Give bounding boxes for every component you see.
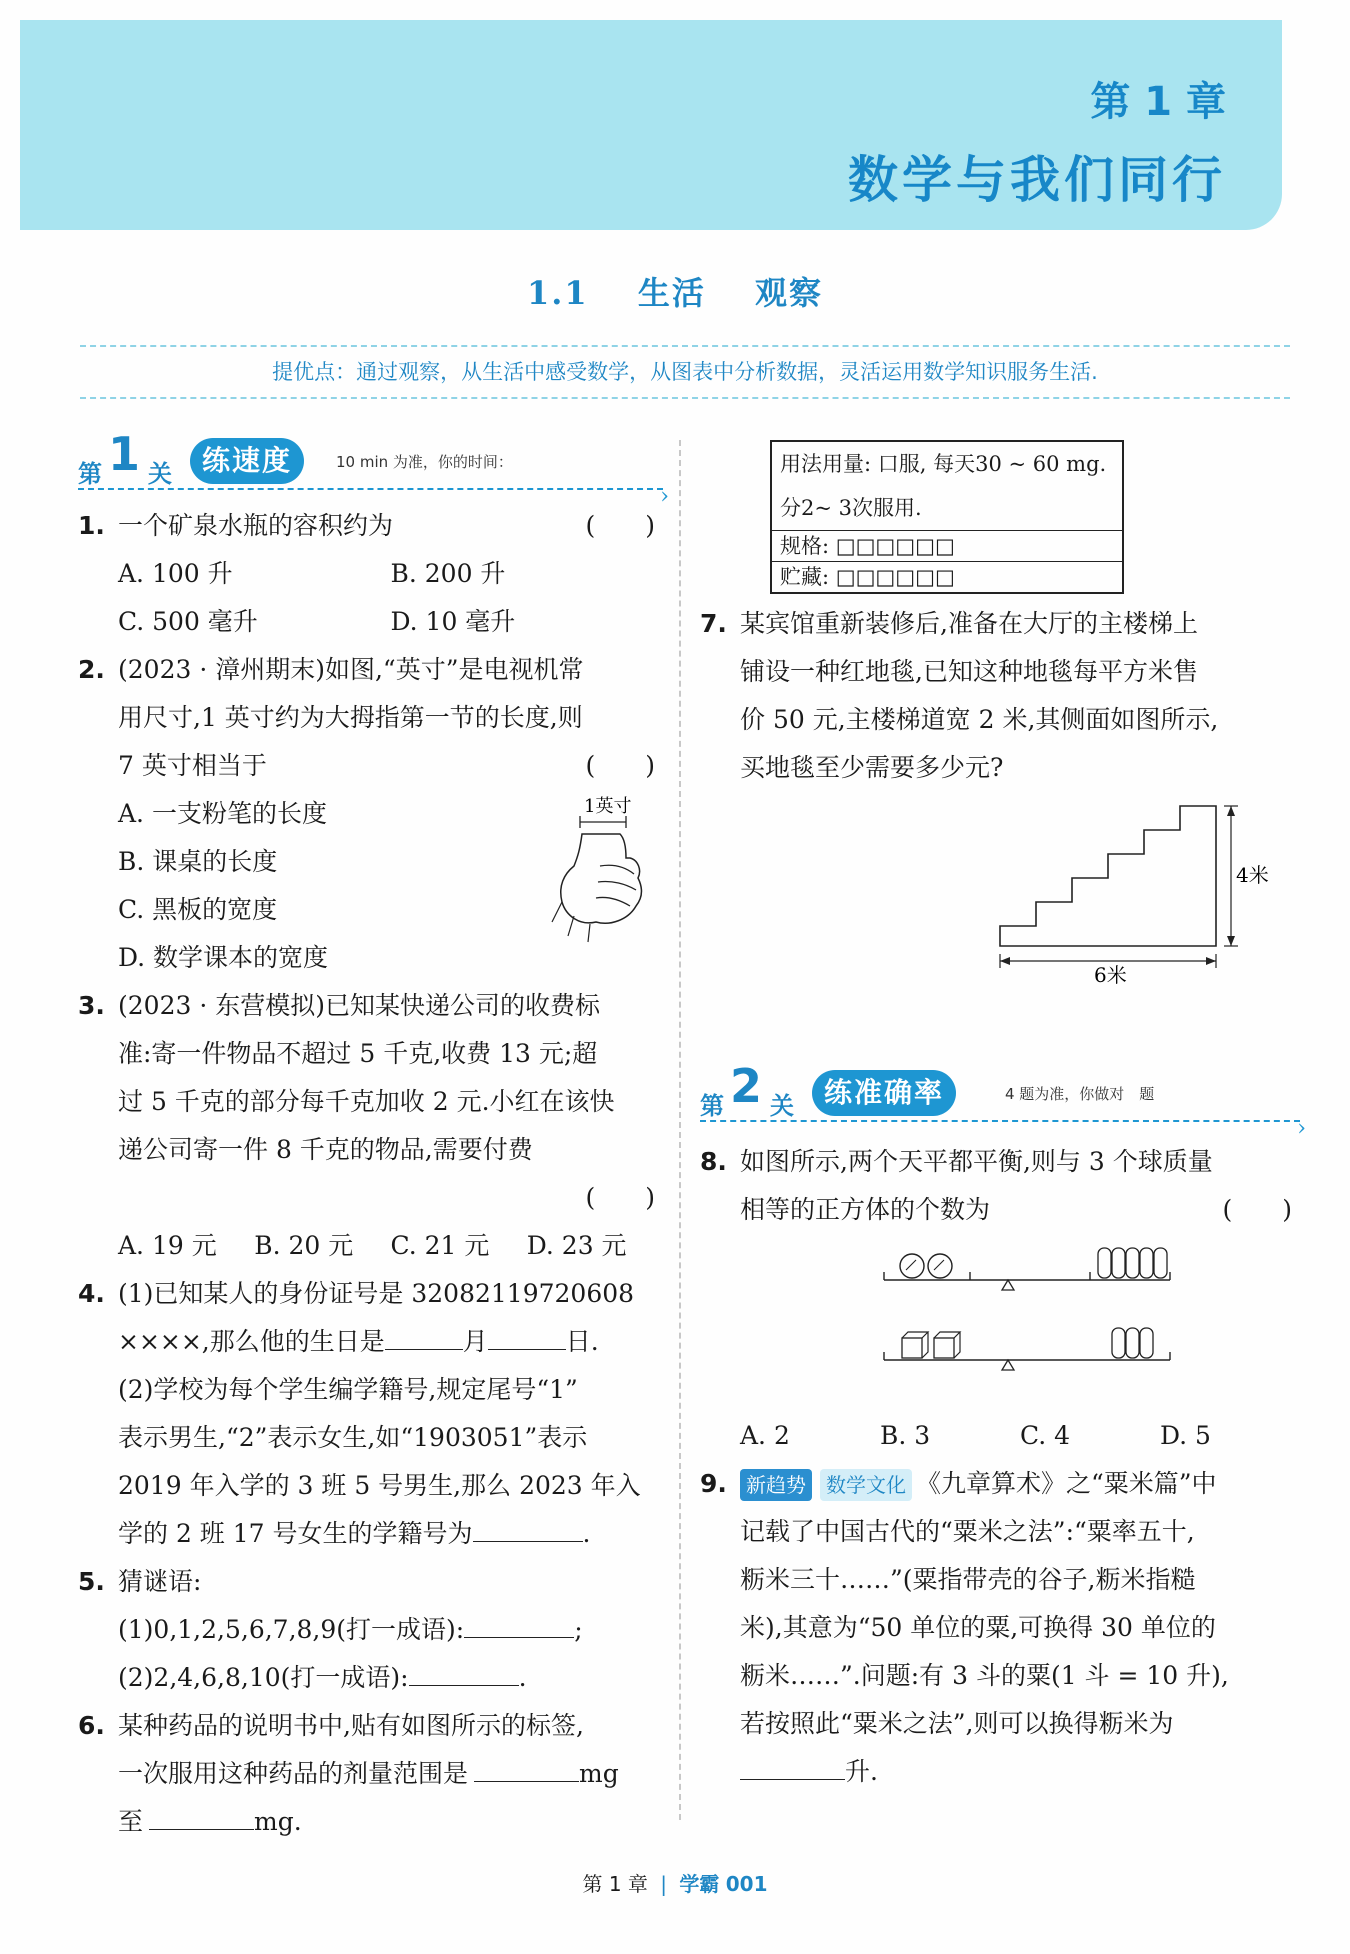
page-footer [0, 1868, 1350, 1897]
question-text: ××××,那么他的生日是 [118, 1327, 385, 1356]
answer-blank[interactable] [149, 1799, 254, 1830]
question-line: 米),其意为“50 单位的粟,可换得 30 单位的 [740, 1613, 1216, 1642]
question-line: 粝米三十……”(粟指带壳的谷子,粝米指糙 [740, 1565, 1196, 1594]
option: A. 一支粉笔的长度 [118, 799, 327, 828]
answer-blank[interactable] [488, 1319, 566, 1350]
level-suffix: 关 [770, 1092, 794, 1120]
level-name-badge: 练准确率 [812, 1070, 956, 1116]
section-name-1: 生活 [637, 274, 706, 312]
level-note: 4 题为准，你做对 题 [1005, 1085, 1155, 1103]
question-line: 若按照此“粟米之法”,则可以换得粝米为 [740, 1709, 1174, 1738]
question-number: 7. [700, 609, 727, 638]
answer-blank[interactable] [474, 1751, 579, 1782]
answer-blank[interactable] [740, 1749, 845, 1780]
answer-blank[interactable] [409, 1655, 519, 1686]
label-storage: 贮藏: □□□□□□ [772, 561, 1122, 592]
option: D. 10 毫升 [390, 607, 516, 636]
question-text: 月 [462, 1327, 488, 1356]
question-1 [78, 502, 663, 646]
question-line: 7 英寸相当于 [118, 751, 267, 780]
question-line: (2)学校为每个学生编学籍号,规定尾号“1” [118, 1375, 578, 1404]
question-line: 过 5 千克的部分每千克加收 2 元.小红在该快 [118, 1087, 615, 1116]
inch-label: 1英寸 [584, 796, 632, 817]
column-divider [679, 440, 681, 1820]
question-line: 2019 年入学的 3 班 5 号男生,那么 2023 年入 [118, 1471, 641, 1500]
question-line: 某种药品的说明书中,贴有如图所示的标签, [118, 1711, 584, 1740]
option: A. 2 [740, 1421, 790, 1450]
unit-text: mg [579, 1759, 619, 1788]
answer-paren: ( ) [585, 751, 655, 780]
question-2 [78, 646, 663, 982]
question-line: 粝米……”.问题:有 3 斗的粟(1 斗 = 10 升), [740, 1661, 1229, 1690]
question-text: 相等的正方体的个数为 [740, 1195, 991, 1224]
thumb-figure [550, 794, 660, 944]
option: C. 黑板的宽度 [118, 895, 278, 924]
question-line: (2023 · 漳州期末)如图,“英寸”是电视机常 [118, 655, 584, 684]
question-text: (1)0,1,2,5,6,7,8,9(打一成语): [118, 1615, 465, 1644]
right-column [700, 440, 1300, 1796]
question-number: 1. [78, 511, 105, 540]
question-3 [78, 982, 663, 1270]
option: C. 21 元 [390, 1231, 490, 1260]
option: A. 100 升 [118, 559, 233, 588]
staircase-figure [990, 796, 1310, 996]
answer-blank[interactable] [473, 1511, 583, 1542]
question-number: 4. [78, 1279, 105, 1308]
question-number: 2. [78, 655, 105, 684]
option: D. 5 [1160, 1421, 1211, 1450]
balance-figure [880, 1242, 1180, 1392]
answer-paren: ( ) [585, 511, 655, 540]
footer-separator: | [660, 1872, 668, 1896]
culture-tag: 数学文化 [820, 1469, 912, 1501]
question-number: 3. [78, 991, 105, 1020]
answer-paren: ( ) [1222, 1195, 1292, 1224]
unit-text: mg. [254, 1807, 302, 1836]
question-line: 某宾馆重新装修后,准备在大厅的主楼梯上 [740, 609, 1198, 638]
question-6 [78, 1702, 663, 1846]
footer-chapter: 第 1 章 [582, 1872, 648, 1896]
section-name-2: 观察 [754, 274, 823, 312]
option: C. 500 毫升 [118, 607, 258, 636]
label-usage: 用法用量: 口服, 每天30 ~ 60 mg. [780, 452, 1107, 476]
question-text: 一次服用这种药品的剂量范围是 [118, 1759, 469, 1788]
height-label: 4米 [1236, 863, 1269, 887]
question-5 [78, 1558, 663, 1702]
option: B. 3 [880, 1421, 931, 1450]
question-line: 记载了中国古代的“粟米之法”:“粟率五十, [740, 1517, 1195, 1546]
question-text: 日. [565, 1327, 599, 1356]
question-text: 至 [118, 1807, 144, 1836]
question-text: (2)2,4,6,8,10(打一成语): [118, 1663, 409, 1692]
level-note: 10 min 为准，你的时间： [336, 453, 513, 471]
trend-tag: 新趋势 [740, 1469, 812, 1501]
level-prefix: 第 [78, 460, 102, 488]
question-4 [78, 1270, 663, 1558]
question-8 [700, 1138, 1300, 1460]
label-spec: 规格: □□□□□□ [772, 530, 1122, 561]
question-line: 准:寄一件物品不超过 5 千克,收费 13 元;超 [118, 1039, 598, 1068]
width-label: 6米 [1094, 963, 1127, 987]
question-stem: 猜谜语: [118, 1567, 202, 1596]
answer-blank[interactable] [385, 1319, 463, 1350]
level-suffix: 关 [148, 460, 172, 488]
section-number: 1.1 [527, 274, 589, 312]
level-number: 1 [108, 427, 141, 481]
page-number: 001 [725, 1872, 768, 1896]
question-line: 用尺寸,1 英寸约为大拇指第一节的长度,则 [118, 703, 583, 732]
question-number: 9. [700, 1469, 727, 1498]
option: C. 4 [1020, 1421, 1071, 1450]
chapter-banner [20, 20, 1282, 230]
chapter-number: 第 1 章 [1090, 79, 1226, 125]
question-text: . [582, 1519, 591, 1548]
question-stem: 一个矿泉水瓶的容积约为 [118, 511, 394, 540]
question-number: 5. [78, 1567, 105, 1596]
option: B. 课桌的长度 [118, 847, 278, 876]
question-line: 递公司寄一件 8 千克的物品,需要付费 [118, 1135, 533, 1164]
option: D. 23 元 [526, 1231, 627, 1260]
question-line: (1)已知某人的身份证号是 32082119720608 [118, 1279, 635, 1308]
option: B. 20 元 [254, 1231, 354, 1260]
question-line: 铺设一种红地毯,已知这种地毯每平方米售 [740, 657, 1198, 686]
question-9 [700, 1460, 1300, 1796]
dashed-arrow [78, 488, 663, 490]
question-text: ; [574, 1615, 583, 1644]
chapter-title: 数学与我们同行 [848, 151, 1226, 209]
option: B. 200 升 [390, 559, 506, 588]
level-2-header [700, 1059, 1300, 1124]
level-1-header [78, 427, 663, 492]
level-prefix: 第 [700, 1092, 724, 1120]
answer-paren: ( ) [585, 1183, 655, 1212]
question-number: 8. [700, 1147, 727, 1176]
answer-blank[interactable] [464, 1607, 574, 1638]
question-text: 《九章算术》之“粟米篇”中 [915, 1469, 1217, 1498]
footer-brand: 学霸 [679, 1872, 720, 1896]
question-7 [700, 600, 1300, 1012]
question-line: 价 50 元,主楼梯道宽 2 米,其侧面如图所示, [740, 705, 1219, 734]
medicine-label [770, 440, 1124, 594]
dashed-arrow [700, 1120, 1300, 1122]
question-text: . [518, 1663, 527, 1692]
question-line: (2023 · 东营模拟)已知某快递公司的收费标 [118, 991, 600, 1020]
section-title [0, 268, 1350, 314]
option: D. 数学课本的宽度 [118, 943, 329, 972]
question-number: 6. [78, 1711, 105, 1740]
question-line: 如图所示,两个天平都平衡,则与 3 个球质量 [740, 1147, 1213, 1176]
question-text: 升. [845, 1757, 878, 1786]
question-text: 学的 2 班 17 号女生的学籍号为 [118, 1519, 473, 1548]
level-number: 2 [730, 1059, 763, 1113]
option: A. 19 元 [118, 1231, 217, 1260]
left-column [78, 427, 663, 1846]
level-name-badge: 练速度 [190, 438, 304, 484]
learning-hint: 提优点：通过观察，从生活中感受数学，从图表中分析数据，灵活运用数学知识服务生活. [80, 345, 1290, 399]
label-dosage: 分2~ 3次服用. [780, 496, 922, 520]
question-line: 买地毯至少需要多少元? [740, 753, 1004, 782]
question-line: 表示男生,“2”表示女生,如“1903051”表示 [118, 1423, 588, 1452]
